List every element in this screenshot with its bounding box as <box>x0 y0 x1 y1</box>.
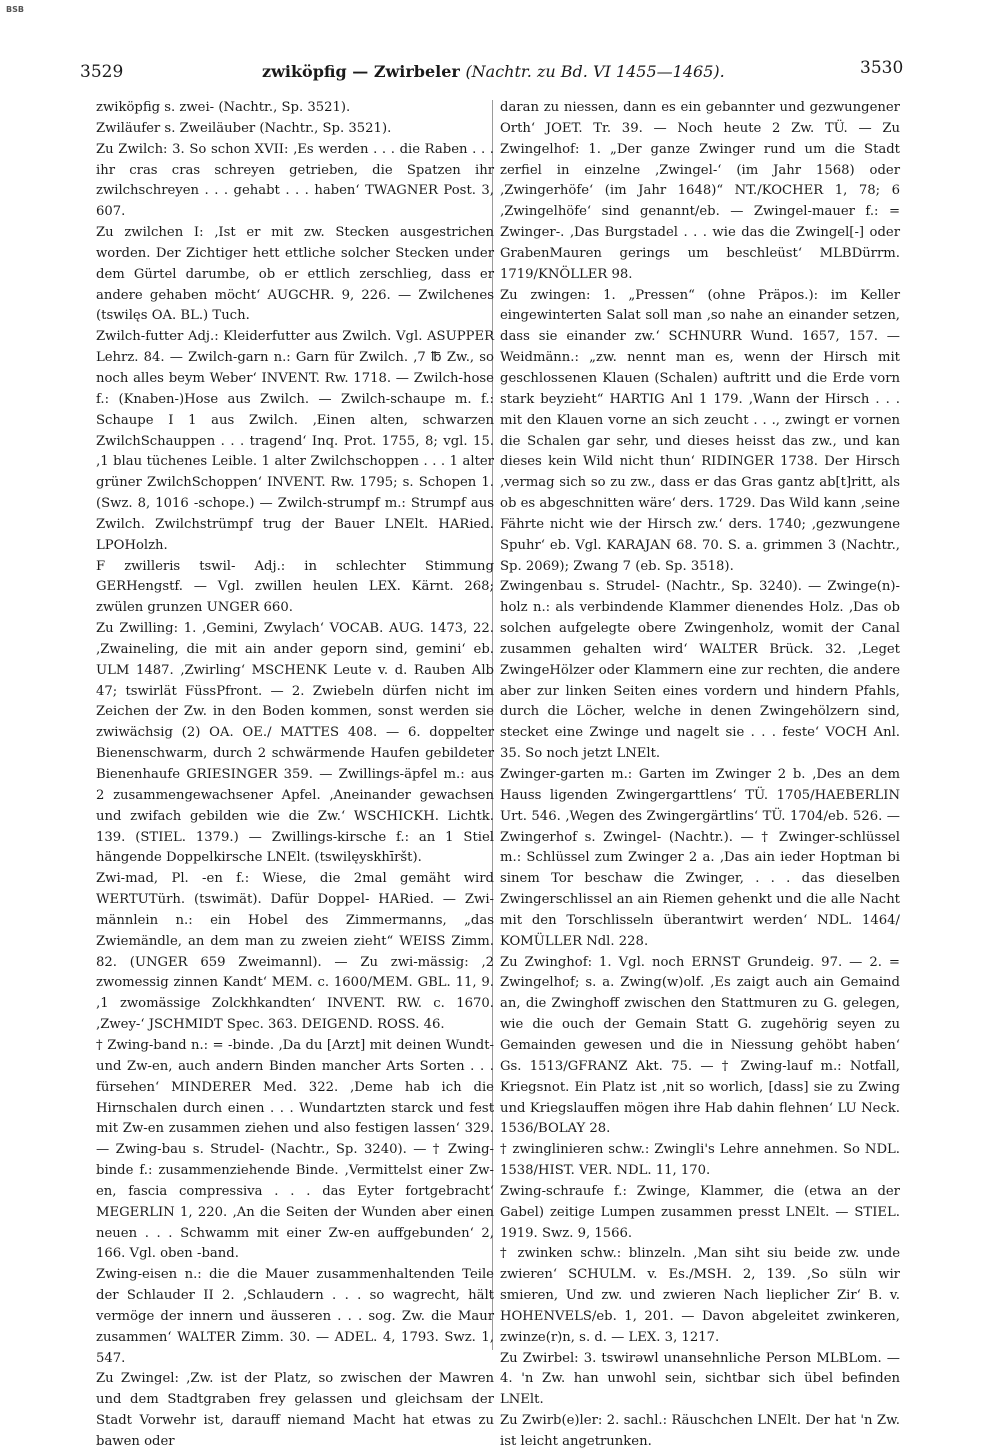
header-title <box>262 62 725 81</box>
page-number-right: 3530 <box>860 58 904 78</box>
entry: daran zu niessen, dann es ein gebannter und gezwungener Orth‘ JOET. Tr. 39. — Noch heute 2 Zw. TÜ. — Zu Zwingelhof: 1. „Der ganze Zwinger rund um die Stadt zerfiel in einzelne ‚Zwingel-‘ (im Jahr 1568) oder ‚Zwingerhöfe‘ (im Jahr 1648)“ NT./KOCHER 1, 78; 6 ‚Zwingelhöfe‘ sind genannt/eb. — Zwingel-mauer f.: = Zwinger-. ‚Das Burgstadel . . . wie das die Zwingel[-] oder GrabenMauren gerings um beschleüst‘ MLBDürrm. 1719/KNÖLLER 98. <box>500 100 900 282</box>
entry: † Zwing-band n.: = -binde. ‚Da du [Arzt] mit deinen Wundt- und Zw-en, auch andern Binden mancher Arts Sorten . . . fürsehen‘ MINDERER Med. 322. ‚Deme hab ich die Hirnschalen durch einen . . . Wundartzten starck und fest mit Zw-en zusammen ziehen und also festigen lassen‘ 329. — Zwing-bau s. Strudel- (Nachtr., Sp. 3240). — † Zwing-binde f.: zusammenziehende Binde. ‚Vermittelst einer Zw-en, fascia compressiva . . . das Eyter fortgebracht‘ MEGERLIN 1, 220. ‚An die Seiten der Wunden aber einen neuen . . . Schwamm mit einer Zw-en auffgebunden‘ 2, 166. Vgl. oben -band. <box>96 1037 494 1262</box>
entry: Zwing-eisen n.: die die Mauer zusammenhaltenden Teile der Schlauder II 2. ‚Schlaudern . . . so wagrecht, hält vermöge der innern und äusseren . . . sog. Zw. die Maur zusammen‘ WALTER Zimm. 30. — ADEL. 4, 1793. Swz. 1, 547. <box>96 1267 494 1366</box>
entry: Zwiläufer s. Zweiläuber (Nachtr., Sp. 3521). <box>96 120 392 136</box>
entry: Zwing-schraufe f.: Zwinge, Klammer, die (etwa an der Gabel) zeitige Lumpen zusammen presst LNElt. — STIEL. 1919. Swz. 9, 1566. <box>500 1183 900 1241</box>
right-column <box>500 98 900 1453</box>
entry: Zu Zwilling: 1. ‚Gemini, Zwylach‘ VOCAB. AUG. 1473, 22. ‚Zwaineling, die mit ain ander geporn sind, gemini‘ eb. ULM 1487. ‚Zwirling‘ MSCHENK Leute v. d. Rauben Alb 47; tswirlät FüssPfront. — 2. Zwiebeln dürfen nicht im Zeichen der Zw. in den Boden kommen, sonst werden sie zwiwächsig (2) OA. OE./ MATTES 408. — 6. doppelter Bienenschwarm, durch 2 schwärmende Haufen gebildeter Bienenhaufe GRIESINGER 359. — Zwillings-äpfel m.: aus 2 zusammengewachsener Apfel. ‚Aneinander gewachsen und zwifach gebilden wie die Zw.‘ WSCHICKH. Lichtk. 139. (STIEL. 1379.) — Zwillings-kirsche f.: an 1 Stiel hängende Doppelkirsche LNElt. (tswilęyskhīršt). <box>96 621 494 866</box>
entry: † zwinken schw.: blinzeln. ‚Man siht siu beide zw. unde zwieren‘ SCHULM. v. Es./MSH. 2, 139. ‚So süln wir smieren, Und zw. und zwieren Nach lieplicher Zir‘ B. v. HOHENVELS/eb. 1, 201. — Davon abgeleitet zwinkeren, zwinze(r)n, s. d. — LEX. 3, 1217. <box>500 1246 900 1345</box>
entry: † zwinglinieren schw.: Zwingli's Lehre annehmen. So NDL. 1538/HIST. VER. NDL. 11, 170. <box>500 1142 900 1179</box>
header-title-bold: zwiköpfig — Zwirbeler <box>262 62 460 81</box>
left-column <box>96 98 494 1453</box>
entry: F zwilleris tswil- Adj.: in schlechter Stimmung GERHengstf. — Vgl. zwillen heulen LEX. Kärnt. 268; zwülen grunzen UNGER 660. <box>96 558 494 616</box>
header-title-italic: (Nachtr. zu Bd. VI 1455—1465). <box>465 62 725 81</box>
entry: Zu zwingen: 1. „Pressen“ (ohne Präpos.): im Keller eingewinterten Salat soll man ‚so nahe an einander setzen, dass sie einander zw.‘ SCHNURR Wund. 1657, 157. — Weidmänn.: „zw. nennt man es, wenn der Hirsch mit geschlossenen Klauen (Schalen) auftritt und die Erde vorn stark beyzieht“ HARTIG Anl 1 179. ‚Wann der Hirsch . . . mit den Klauen vorne an sich zeucht . . ., zwingt er vornen die Schalen gar sehr, und dieses heisst das zw., und kan dieses kein Wild nicht thun‘ RIDINGER 1738. Der Hirsch ‚vermag sich so zu zw., dass er das Gras gantz ab[t]ritt, als ob es abgeschnitten wäre‘ ders. 1729. Das Wild kann ‚seine Fährte nicht wie der Hirsch zw.‘ ders. 1740; ‚gezwungene Spuhr‘ eb. Vgl. KARAJAN 68. 70. S. a. grimmen 3 (Nachtr., Sp. 2069); Zwang 7 (eb. Sp. 3518). <box>500 287 900 574</box>
entry: Zu Zwinghof: 1. Vgl. noch ERNST Grundeig. 97. — 2. = Zwingelhof; s. a. Zwing(w)olf. ‚Es zaigt auch ain Gemaind an, die Zwinghoff zwischen den Stattmuren zu G. gelegen, wie die ouch der Gemain Statt G. zugehörig seyen zu Gemainden gewesen und die in Niessung gehöbt haben‘ Gs. 1513/GFRANZ Akt. 75. — † Zwing-lauf m.: Notfall, Kriegsnot. Ein Platz ist ‚nit so worlich, [dass] sie zu Zwing und Kriegslauffen mögen ihre Hab dahin flehnen‘ LU Neck. 1536/BOLAY 28. <box>500 954 900 1137</box>
entry: Zu Zwilch: 3. So schon XVII: ‚Es werden . . . die Raben . . . ihr cras cras schreyen getrieben, die Spatzen ihr zwilchschreyen . . . gehabt . . . haben‘ TWAGNER Post. 3, 607. <box>96 141 494 220</box>
entry: Zwi-mad, Pl. -en f.: Wiese, die 2mal gemäht wird WERTUTürh. (tswimät). Dafür Doppel- HARied. — Zwi-männlein n.: ein Hobel des Zimmermanns, „das Zwiemändle, an dem man zu zweien zieht“ WEISS Zimm. 82. (UNGER 659 Zweimannl). — Zu zwi-mässig: ‚2 zwomessig zinnen Kandt‘ MEM. c. 1600/MEM. GBL. 11, 9. ‚1 zwomässige Zolckhkandten‘ INVENT. RW. c. 1670. ‚Zwey-‘ JSCHMIDT Spec. 363. DEIGEND. ROSS. 46. <box>96 871 494 1033</box>
running-header <box>0 58 1000 92</box>
page-number-left: 3529 <box>80 62 124 82</box>
entry: zwiköpfig s. zwei- (Nachtr., Sp. 3521). <box>96 100 351 115</box>
entry: Zwinger-garten m.: Garten im Zwinger 2 b. ‚Des an dem Hauss ligenden Zwingergarttlens‘ TÜ. 1705/HAEBERLIN Urt. 546. ‚Wegen des Zwingergärtlins‘ TÜ. 1704/eb. 526. — Zwingerhof s. Zwingel- (Nachtr.). — † Zwinger-schlüssel m.: Schlüssel zum Zwinger 2 a. ‚Das ain ieder Hoptman bi sinem Tor beschaw die Zwinger, . . . das dieselben Zwingerschlissel an ain Riemen gehenkt und die alle Nacht mit den Torschlisseln überantwirt werden‘ NDL. 1464/ KOMÜLLER Ndl. 228. <box>500 767 900 949</box>
entry: Zwingenbau s. Strudel- (Nachtr., Sp. 3240). — Zwinge(n)-holz n.: als verbindende Klammer dienendes Holz. ‚Das ob solchen aufgelegte obere Zwingenholz, womit der Canal zusammen gehalten wird‘ WALTER Brück. 32. ‚Leget ZwingeHölzer oder Klammern eine zur rechten, die andere aber zur linken Seiten eines vordern und hindern Pfahls, durch die Löcher, welche in denen Zwingehölzern sind, stecket eine Zwinge und nagelt sie . . . feste‘ VOCH Anl. 35. So noch jetzt LNElt. <box>500 579 900 762</box>
entry: Zu Zwirbel: 3. tswirəwl unansehnliche Person MLBLom. — 4. 'n Zw. han unwohl sein, sichtbar sich übel befinden LNElt. <box>500 1350 900 1408</box>
library-stamp: BSB <box>6 5 24 14</box>
entry: Zwilch-futter Adj.: Kleiderfutter aus Zwilch. Vgl. ASUPPER Lehrz. 84. — Zwilch-garn n.: Garn für Zwilch. ‚7 ℔ Zw., so noch alles beym Weber‘ INVENT. Rw. 1718. — Zwilch-hose f.: (Knaben-)Hose aus Zwilch. — Zwilch-schaupe m. f.: Schaupe I 1 aus Zwilch. ‚Einen alten, schwarzen ZwilchSchauppen . . . tragend‘ Inq. Prot. 1755, 8; vgl. 15. ‚1 blau tüchenes Leible. 1 alter Zwilchschoppen . . . 1 alter grüner ZwilchSchoppen‘ INVENT. Rw. 1795; s. Schopen 1. (Swz. 8, 1016 -schope.) — Zwilch-strumpf m.: Strumpf aus Zwilch. Zwilchstrümpf trug der Bauer LNElt. HARied. LPOHolzh. <box>96 329 494 553</box>
entry: Zu Zwingel: ‚Zw. ist der Platz, so zwischen der Mawren und dem Stadtgraben frey gelassen und gleichsam der Stadt Vorwehr ist, darauff niemand Macht hat etwas zu bawen oder <box>96 1371 494 1449</box>
entry: Zu Zwirb(e)ler: 2. sachl.: Räuschchen LNElt. Der hat 'n Zw. ist leicht angetrunken. <box>500 1413 900 1449</box>
entry: Zu zwilchen I: ‚Ist er mit zw. Stecken ausgestrichen worden. Der Zichtiger hett ettliche solcher Stecken under dem Gürtel darumbe, ob er ettlich zerschlieg, dass er andere gehaben möcht‘ AUGCHR. 9, 226. — Zwilchenes (tswilęs OA. BL.) Tuch. <box>96 225 494 324</box>
